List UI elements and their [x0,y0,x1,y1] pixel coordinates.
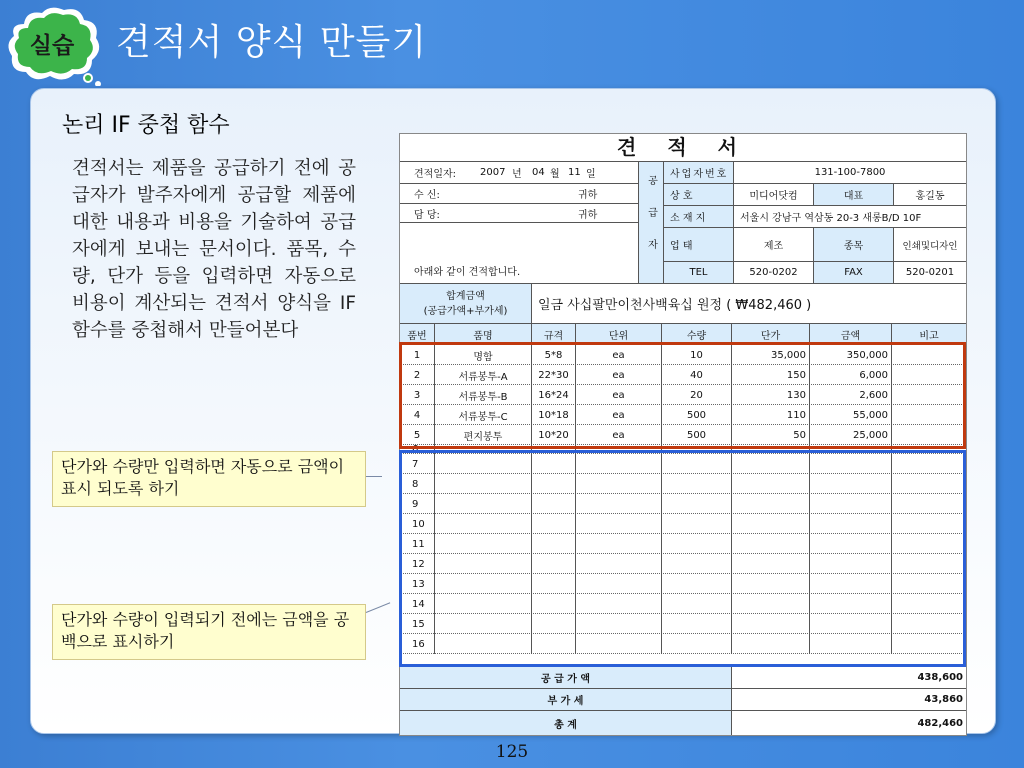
table-row [400,474,966,494]
practice-badge [4,4,104,86]
item-qty-cell[interactable]: 500 [662,425,732,445]
callout-auto-amount: 단가와 수량만 입력하면 자동으로 금액이 표시 되도록 하기 [52,451,366,507]
table-row [400,514,966,534]
item-price-cell[interactable] [732,574,810,594]
page-number: 125 [495,742,529,762]
item-qty-cell[interactable]: 40 [662,365,732,385]
column-header-qty: 수량 [662,323,732,345]
item-name-cell[interactable]: 서류봉투-A [435,365,532,385]
callout-blank-amount: 단가와 수량이 입력되기 전에는 금액을 공백으로 표시하기 [52,604,366,660]
total-label: 합계금액 (공급가액+부가세) [400,283,532,323]
item-spec-cell[interactable] [532,494,576,514]
item-price-cell[interactable]: 150 [732,365,810,385]
table-row [400,385,966,405]
column-header-name: 품명 [435,323,532,345]
item-name-cell[interactable] [435,445,532,454]
date-label: 견적일자: [414,169,457,180]
item-amount-cell[interactable] [810,614,892,634]
item-name-cell[interactable]: 편지봉투 [435,425,532,445]
item-note-cell[interactable] [892,594,966,614]
item-amount-cell[interactable] [810,494,892,514]
item-spec-cell[interactable] [532,514,576,534]
item-unit-cell[interactable]: ea [576,365,662,385]
grand-total-value[interactable]: 482,460 [732,710,966,735]
item-qty-cell[interactable] [662,474,732,494]
category-value[interactable]: 인쇄및디자인 [894,227,966,261]
table-row [400,345,966,365]
item-amount-cell[interactable] [810,474,892,494]
item-unit-cell[interactable] [576,454,662,474]
item-note-cell[interactable] [892,474,966,494]
item-spec-cell[interactable] [532,614,576,634]
item-spec-cell[interactable]: 5*8 [532,345,576,365]
item-spec-cell[interactable] [532,594,576,614]
item-no-cell[interactable]: 7 [400,454,435,474]
date-row [400,161,638,183]
item-qty-cell[interactable] [662,454,732,474]
closing-text: 아래와 같이 견적합니다. [414,266,521,278]
item-no-cell[interactable]: 2 [400,365,435,385]
item-price-cell[interactable] [732,554,810,574]
item-spec-cell[interactable] [532,634,576,654]
item-amount-cell[interactable]: 55,000 [810,405,892,425]
total-amount-text[interactable]: 일금 사십팔만이천사백육십 원정 ( ₩482,460 ) [532,283,966,323]
item-note-cell[interactable] [892,425,966,445]
column-header-price: 단가 [732,323,810,345]
item-name-cell[interactable] [435,554,532,574]
item-unit-cell[interactable]: ea [576,385,662,405]
table-row [400,574,966,594]
item-amount-cell[interactable] [810,554,892,574]
item-header-row [400,323,966,345]
item-price-cell[interactable] [732,514,810,534]
table-row [400,534,966,554]
item-qty-cell[interactable] [662,554,732,574]
item-no-cell[interactable]: 15 [400,614,435,634]
item-amount-cell[interactable] [810,534,892,554]
item-note-cell[interactable] [892,405,966,425]
item-spec-cell[interactable] [532,474,576,494]
item-note-cell[interactable] [892,634,966,654]
item-unit-cell[interactable] [576,574,662,594]
item-qty-cell[interactable] [662,514,732,534]
item-no-cell[interactable]: 14 [400,594,435,614]
item-note-cell[interactable] [892,365,966,385]
item-name-cell[interactable] [435,534,532,554]
supplier-vertical-label: 공급자 [638,161,664,283]
tel-label: TEL [664,261,734,283]
callout-connector [366,476,382,477]
item-name-cell[interactable] [435,574,532,594]
item-no-cell[interactable]: 1 [400,345,435,365]
date-month[interactable]: 04 [532,167,545,178]
item-price-cell[interactable] [732,474,810,494]
item-unit-cell[interactable]: ea [576,425,662,445]
item-price-cell[interactable]: 110 [732,405,810,425]
item-amount-cell[interactable] [810,514,892,534]
quote-title: 견 적 서 [617,135,749,159]
item-note-cell[interactable] [892,385,966,405]
item-no-cell[interactable]: 5 [400,425,435,445]
item-qty-cell[interactable] [662,445,732,454]
item-no-cell[interactable]: 16 [400,634,435,654]
item-no-cell[interactable]: 4 [400,405,435,425]
item-name-cell[interactable]: 서류봉투-C [435,405,532,425]
item-no-cell[interactable]: 8 [400,474,435,494]
name-value[interactable]: 미디어닷컴 [734,183,814,205]
fax-label: FAX [814,261,894,283]
date-year-unit: 년 [512,169,522,180]
item-spec-cell[interactable]: 10*18 [532,405,576,425]
item-name-cell[interactable]: 서류봉투-B [435,385,532,405]
supply-value[interactable]: 438,600 [732,666,966,688]
name-label: 상 호 [664,183,734,205]
item-amount-cell[interactable] [810,594,892,614]
item-spec-cell[interactable]: 10*20 [532,425,576,445]
item-name-cell[interactable] [435,474,532,494]
table-row [400,445,966,454]
item-note-cell[interactable] [892,614,966,634]
business-value[interactable]: 제조 [734,227,814,261]
item-amount-cell[interactable]: 6,000 [810,365,892,385]
column-header-amount: 금액 [810,323,892,345]
date-day[interactable]: 11 [568,167,581,178]
table-row [400,425,966,445]
item-amount-cell[interactable] [810,454,892,474]
item-price-cell[interactable] [732,634,810,654]
item-no-cell[interactable]: 11 [400,534,435,554]
item-name-cell[interactable] [435,494,532,514]
supply-label: 공 급 가 액 [400,666,732,688]
ceo-label: 대표 [814,183,894,205]
item-no-cell[interactable]: 10 [400,514,435,534]
item-qty-cell[interactable] [662,494,732,514]
item-unit-cell[interactable] [576,594,662,614]
slide-title: 견적서 양식 만들기 [116,22,428,63]
item-qty-cell[interactable] [662,634,732,654]
item-unit-cell[interactable]: ea [576,345,662,365]
date-month-unit: 월 [550,169,560,180]
item-qty-cell[interactable]: 20 [662,385,732,405]
item-unit-cell[interactable] [576,634,662,654]
item-qty-cell[interactable]: 500 [662,405,732,425]
item-qty-cell[interactable] [662,594,732,614]
item-name-cell[interactable] [435,594,532,614]
recipient-row [400,183,638,203]
item-name-cell[interactable]: 명함 [435,345,532,365]
item-unit-cell[interactable] [576,474,662,494]
table-row [400,614,966,634]
manager-row [400,203,638,223]
item-name-cell[interactable] [435,634,532,654]
item-amount-cell[interactable] [810,574,892,594]
section-subtitle: 논리 IF 중첩 함수 [62,113,230,138]
description-text: 견적서는 제품을 공급하기 전에 공급자가 발주자에게 공급할 제품에 대한 내용과 비용을 기술하여 공급자에게 보내는 문서이다. 품목, 수량, 단가 등을 입력하면 자동으로 비용이 계산되는 견적서 양식을 IF 함수를 중첩해서 만들어본다 [72,158,356,341]
item-unit-cell[interactable] [576,614,662,634]
item-note-cell[interactable] [892,534,966,554]
table-row [400,365,966,385]
item-unit-cell[interactable] [576,445,662,454]
item-qty-cell[interactable] [662,534,732,554]
item-note-cell[interactable] [892,574,966,594]
item-spec-cell[interactable]: 22*30 [532,365,576,385]
table-row [400,494,966,514]
item-spec-cell[interactable] [532,534,576,554]
business-label: 업 태 [664,227,734,261]
item-unit-cell[interactable] [576,554,662,574]
item-note-cell[interactable] [892,494,966,514]
manager-suffix: 귀하 [578,209,598,221]
item-note-cell[interactable] [892,445,966,454]
item-unit-cell[interactable] [576,514,662,534]
item-unit-cell[interactable]: ea [576,405,662,425]
item-spec-cell[interactable] [532,454,576,474]
vat-value[interactable]: 43,860 [732,688,966,710]
item-price-cell[interactable] [732,614,810,634]
item-no-cell[interactable]: 6 [400,445,435,454]
recipient-suffix: 귀하 [578,190,598,201]
item-no-cell[interactable]: 9 [400,494,435,514]
column-header-unit: 단위 [576,323,662,345]
recipient-label: 수 신: [414,190,440,201]
item-amount-cell[interactable]: 350,000 [810,345,892,365]
item-price-cell[interactable] [732,494,810,514]
column-header-no: 품번 [400,323,435,345]
badge-label: 실습 [29,32,75,59]
date-day-unit: 일 [586,169,596,180]
table-row [400,454,966,474]
table-row [400,405,966,425]
tel-value[interactable]: 520-0202 [734,261,814,283]
item-note-cell[interactable] [892,514,966,534]
date-year[interactable]: 2007 [480,167,506,178]
grand-total-label: 총 계 [400,710,732,735]
item-unit-cell[interactable] [576,534,662,554]
item-qty-cell[interactable] [662,574,732,594]
ceo-value[interactable]: 홍길동 [894,183,966,205]
fax-value[interactable]: 520-0201 [894,261,966,283]
item-no-cell[interactable]: 3 [400,385,435,405]
item-price-cell[interactable] [732,454,810,474]
item-name-cell[interactable] [435,454,532,474]
item-note-cell[interactable] [892,345,966,365]
table-row [400,634,966,654]
item-name-cell[interactable] [435,614,532,634]
item-price-cell[interactable]: 130 [732,385,810,405]
item-no-cell[interactable]: 12 [400,554,435,574]
category-label: 종목 [814,227,894,261]
column-header-spec: 규격 [532,323,576,345]
item-amount-cell[interactable] [810,445,892,454]
item-price-cell[interactable]: 35,000 [732,345,810,365]
table-row [400,554,966,574]
item-price-cell[interactable]: 50 [732,425,810,445]
item-amount-cell[interactable] [810,634,892,654]
item-spec-cell[interactable] [532,554,576,574]
address-label: 소 재 지 [664,205,734,227]
item-qty-cell[interactable]: 10 [662,345,732,365]
item-spec-cell[interactable] [532,445,576,454]
item-note-cell[interactable] [892,554,966,574]
quotation-sheet [399,133,967,736]
bizno-label: 사업자번호 [664,161,734,183]
item-price-cell[interactable] [732,594,810,614]
address-value[interactable]: 서울시 강남구 역삼동 20-3 새롱B/D 10F [734,205,966,227]
manager-label: 담 당: [414,209,440,221]
item-unit-cell[interactable] [576,494,662,514]
item-price-cell[interactable] [732,534,810,554]
item-amount-cell[interactable]: 2,600 [810,385,892,405]
vat-label: 부 가 세 [400,688,732,710]
item-note-cell[interactable] [892,454,966,474]
item-no-cell[interactable]: 13 [400,574,435,594]
column-header-note: 비고 [892,323,966,345]
item-spec-cell[interactable]: 16*24 [532,385,576,405]
item-name-cell[interactable] [435,514,532,534]
item-spec-cell[interactable] [532,574,576,594]
bizno-value[interactable]: 131-100-7800 [734,161,966,183]
item-price-cell[interactable] [732,445,810,454]
item-amount-cell[interactable]: 25,000 [810,425,892,445]
table-row [400,594,966,614]
item-qty-cell[interactable] [662,614,732,634]
